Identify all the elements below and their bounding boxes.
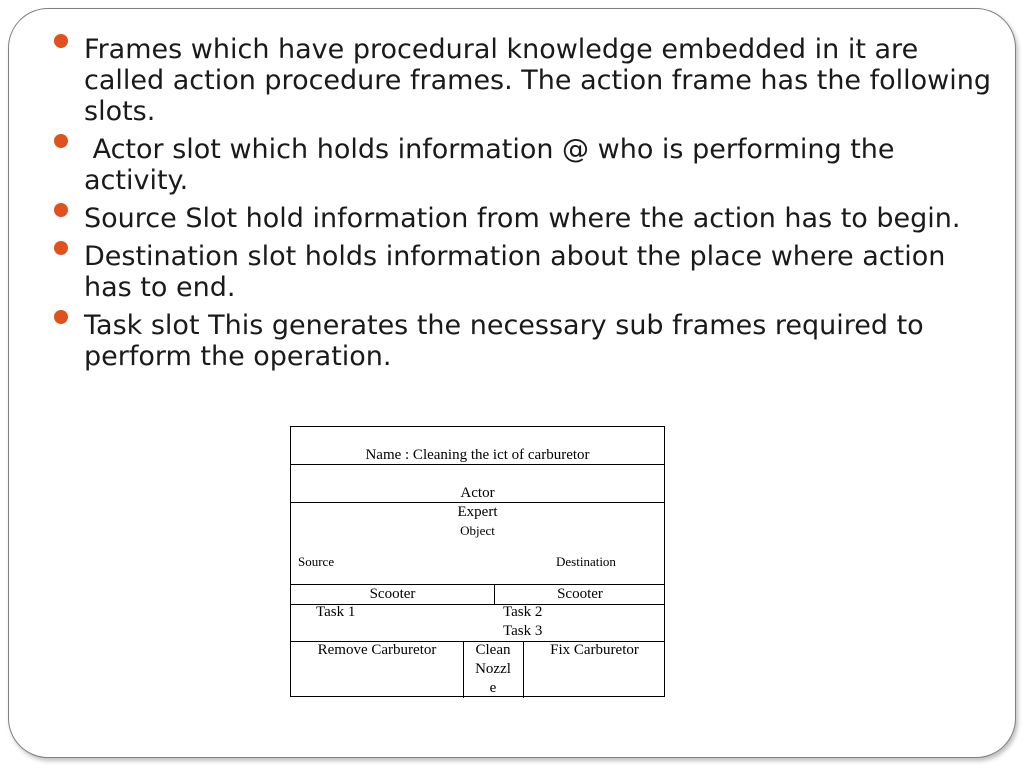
action-frame-diagram: [290, 426, 665, 697]
bullet-item: [52, 310, 992, 372]
bullet-dot-icon: [54, 310, 68, 324]
subtask-clean-nozzle-line3: e: [489, 680, 497, 696]
bullet-dot-icon: [54, 34, 68, 48]
frame-name: Name : Cleaning the ict of carburetor: [365, 447, 590, 463]
subtask-clean-nozzle-line1: Clean: [475, 642, 511, 658]
row-divider: [291, 502, 664, 503]
subtask-fix-carburetor: Fix Carburetor: [550, 642, 639, 658]
bullet-dot-icon: [54, 203, 68, 217]
actor-label: Actor: [460, 485, 495, 501]
object-label: Object: [460, 523, 495, 538]
bullet-text: Frames which have procedural knowledge embedded in it are called action procedure frames. The action frame has the following slots.: [84, 34, 992, 127]
subtask-remove-carburetor: Remove Carburetor: [317, 642, 437, 658]
task-2-label: Task 2: [503, 604, 543, 620]
row-divider: [291, 464, 664, 465]
bullet-text: Task slot This generates the necessary sub frames required to perform the operation.: [84, 310, 924, 372]
source-value: Scooter: [369, 586, 416, 602]
bullet-list: [52, 34, 992, 379]
bullet-item: [52, 241, 992, 303]
bullet-item: [52, 34, 992, 127]
bullet-text: Source Slot hold information from where the action has to begin.: [84, 203, 961, 234]
actor-value: Expert: [457, 504, 498, 520]
bullet-dot-icon: [54, 134, 68, 148]
subtask-clean-nozzle-line2: Nozzl: [475, 661, 511, 677]
bullet-dot-icon: [54, 241, 68, 255]
source-label: Source: [298, 554, 335, 569]
task-1-label: Task 1: [316, 604, 356, 620]
destination-label: Destination: [556, 554, 616, 569]
bullet-text: Destination slot holds information about the place where action has to end.: [84, 241, 946, 303]
row-divider: [291, 584, 664, 585]
bullet-text: Actor slot which holds information @ who is performing the activity.: [84, 134, 904, 196]
bullet-item: [52, 134, 992, 196]
destination-value: Scooter: [557, 586, 603, 602]
task-3-label: Task 3: [503, 623, 543, 639]
bullet-item: [52, 203, 992, 234]
